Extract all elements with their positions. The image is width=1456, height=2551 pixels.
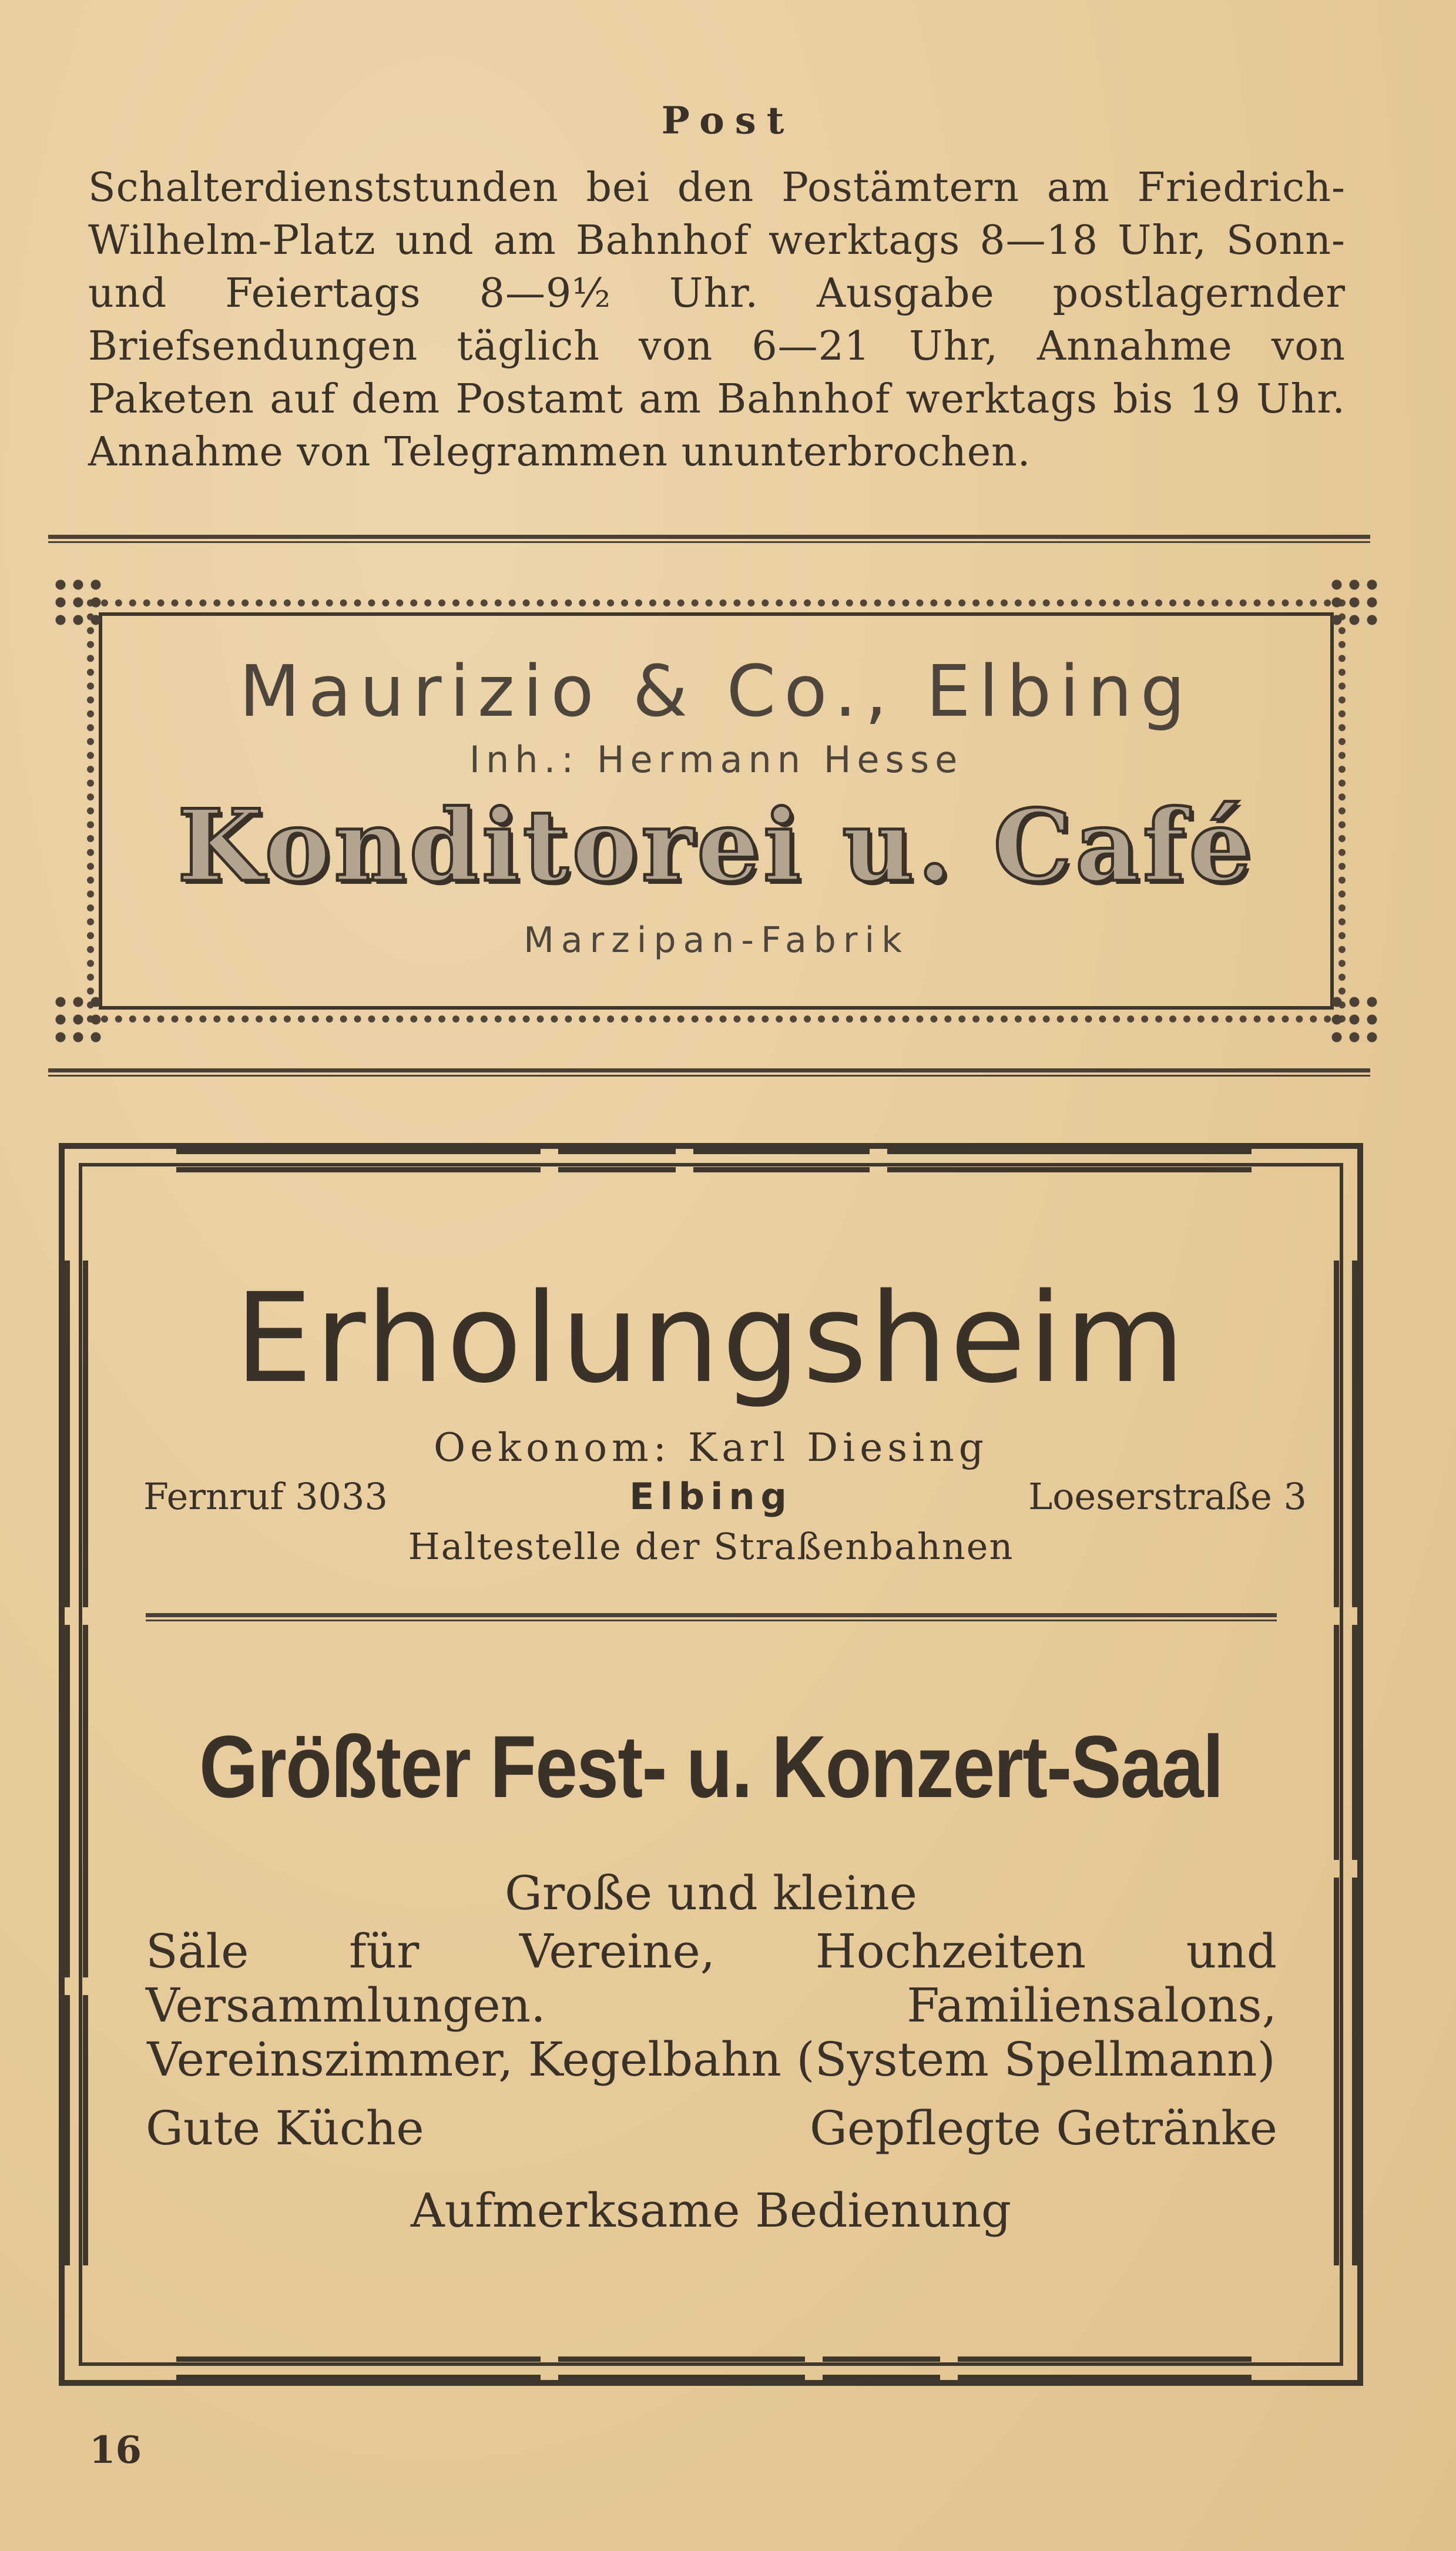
ad-maurizio-subtitle: Marzipan-Fabrik: [524, 920, 909, 961]
ad-maurizio-business: Konditorei u. Café: [177, 787, 1256, 904]
ad-erholungsheim-address: Loeserstraße 3: [1028, 1475, 1307, 1518]
ad-erholungsheim-halls-intro: Große und kleine: [504, 1866, 918, 1920]
divider-top: [48, 535, 1370, 543]
ad-erholungsheim-kitchen: Gute Küche: [146, 2101, 424, 2156]
frame-segment: [693, 1149, 870, 1172]
frame-segment: [176, 1149, 541, 1172]
ad-erholungsheim-title: Erholungsheim: [234, 1266, 1187, 1410]
frame-segment: [1334, 1625, 1357, 1860]
page-number: 16: [89, 2428, 142, 2472]
ad-erholungsheim-manager: Oekonom: Karl Diesing: [433, 1425, 989, 1470]
ad-erholungsheim-city: Elbing: [629, 1475, 793, 1518]
frame-segment: [65, 1625, 88, 1977]
frame-segment: [823, 2356, 940, 2380]
ad-erholungsheim-phone: Fernruf 3033: [143, 1475, 388, 1518]
ad-maurizio-owner: Inh.: Hermann Hesse: [469, 738, 964, 781]
frame-segment: [558, 1149, 676, 1172]
ad-erholungsheim-headline: Größter Fest- u. Konzert-Saal: [199, 1717, 1223, 1816]
ad-erholungsheim: [59, 1143, 1363, 2386]
frame-segment: [558, 2356, 805, 2380]
ad-maurizio-title: Maurizio & Co., Elbing: [239, 651, 1193, 733]
ad-maurizio: [52, 576, 1381, 1046]
ad-erholungsheim-service: Aufmerksame Bedienung: [410, 2183, 1012, 2238]
post-hours-text: Schalterdienststunden bei den Postämtern am Friedrich-Wilhelm-Platz und am Bahnhof werktags 8—18 Uhr, Sonn- und Feiertags 8—9½ Uhr. Ausgabe postlagernder Briefsendungen täglich von 6—21 Uhr, Annahme von Paketen auf dem Postamt am Bahnhof werktags bis 19 Uhr. Annahme von Telegrammen ununterbrochen.: [88, 165, 1346, 475]
frame-segment: [958, 2356, 1252, 2380]
corner-ornament-icon: [1328, 576, 1381, 629]
corner-ornament-icon: [52, 993, 105, 1046]
corner-ornament-icon: [52, 576, 105, 629]
frame-segment: [887, 1149, 1252, 1172]
corner-ornament-icon: [1328, 993, 1381, 1046]
ad-erholungsheim-tram-stop: Haltestelle der Straßenbahnen: [408, 1525, 1014, 1568]
ad-erholungsheim-halls-text: Säle für Vereine, Hochzeiten und Versammlungen. Familiensalons, Vereinszimmer, Kegelbahn (System Spellmann): [146, 1924, 1277, 2087]
frame-segment: [176, 2356, 541, 2380]
ad-erholungsheim-drinks: Gepflegte Getränke: [810, 2101, 1277, 2156]
divider-middle: [48, 1068, 1370, 1077]
ad-erholungsheim-divider: [146, 1613, 1277, 1621]
post-heading: Post: [661, 99, 795, 143]
